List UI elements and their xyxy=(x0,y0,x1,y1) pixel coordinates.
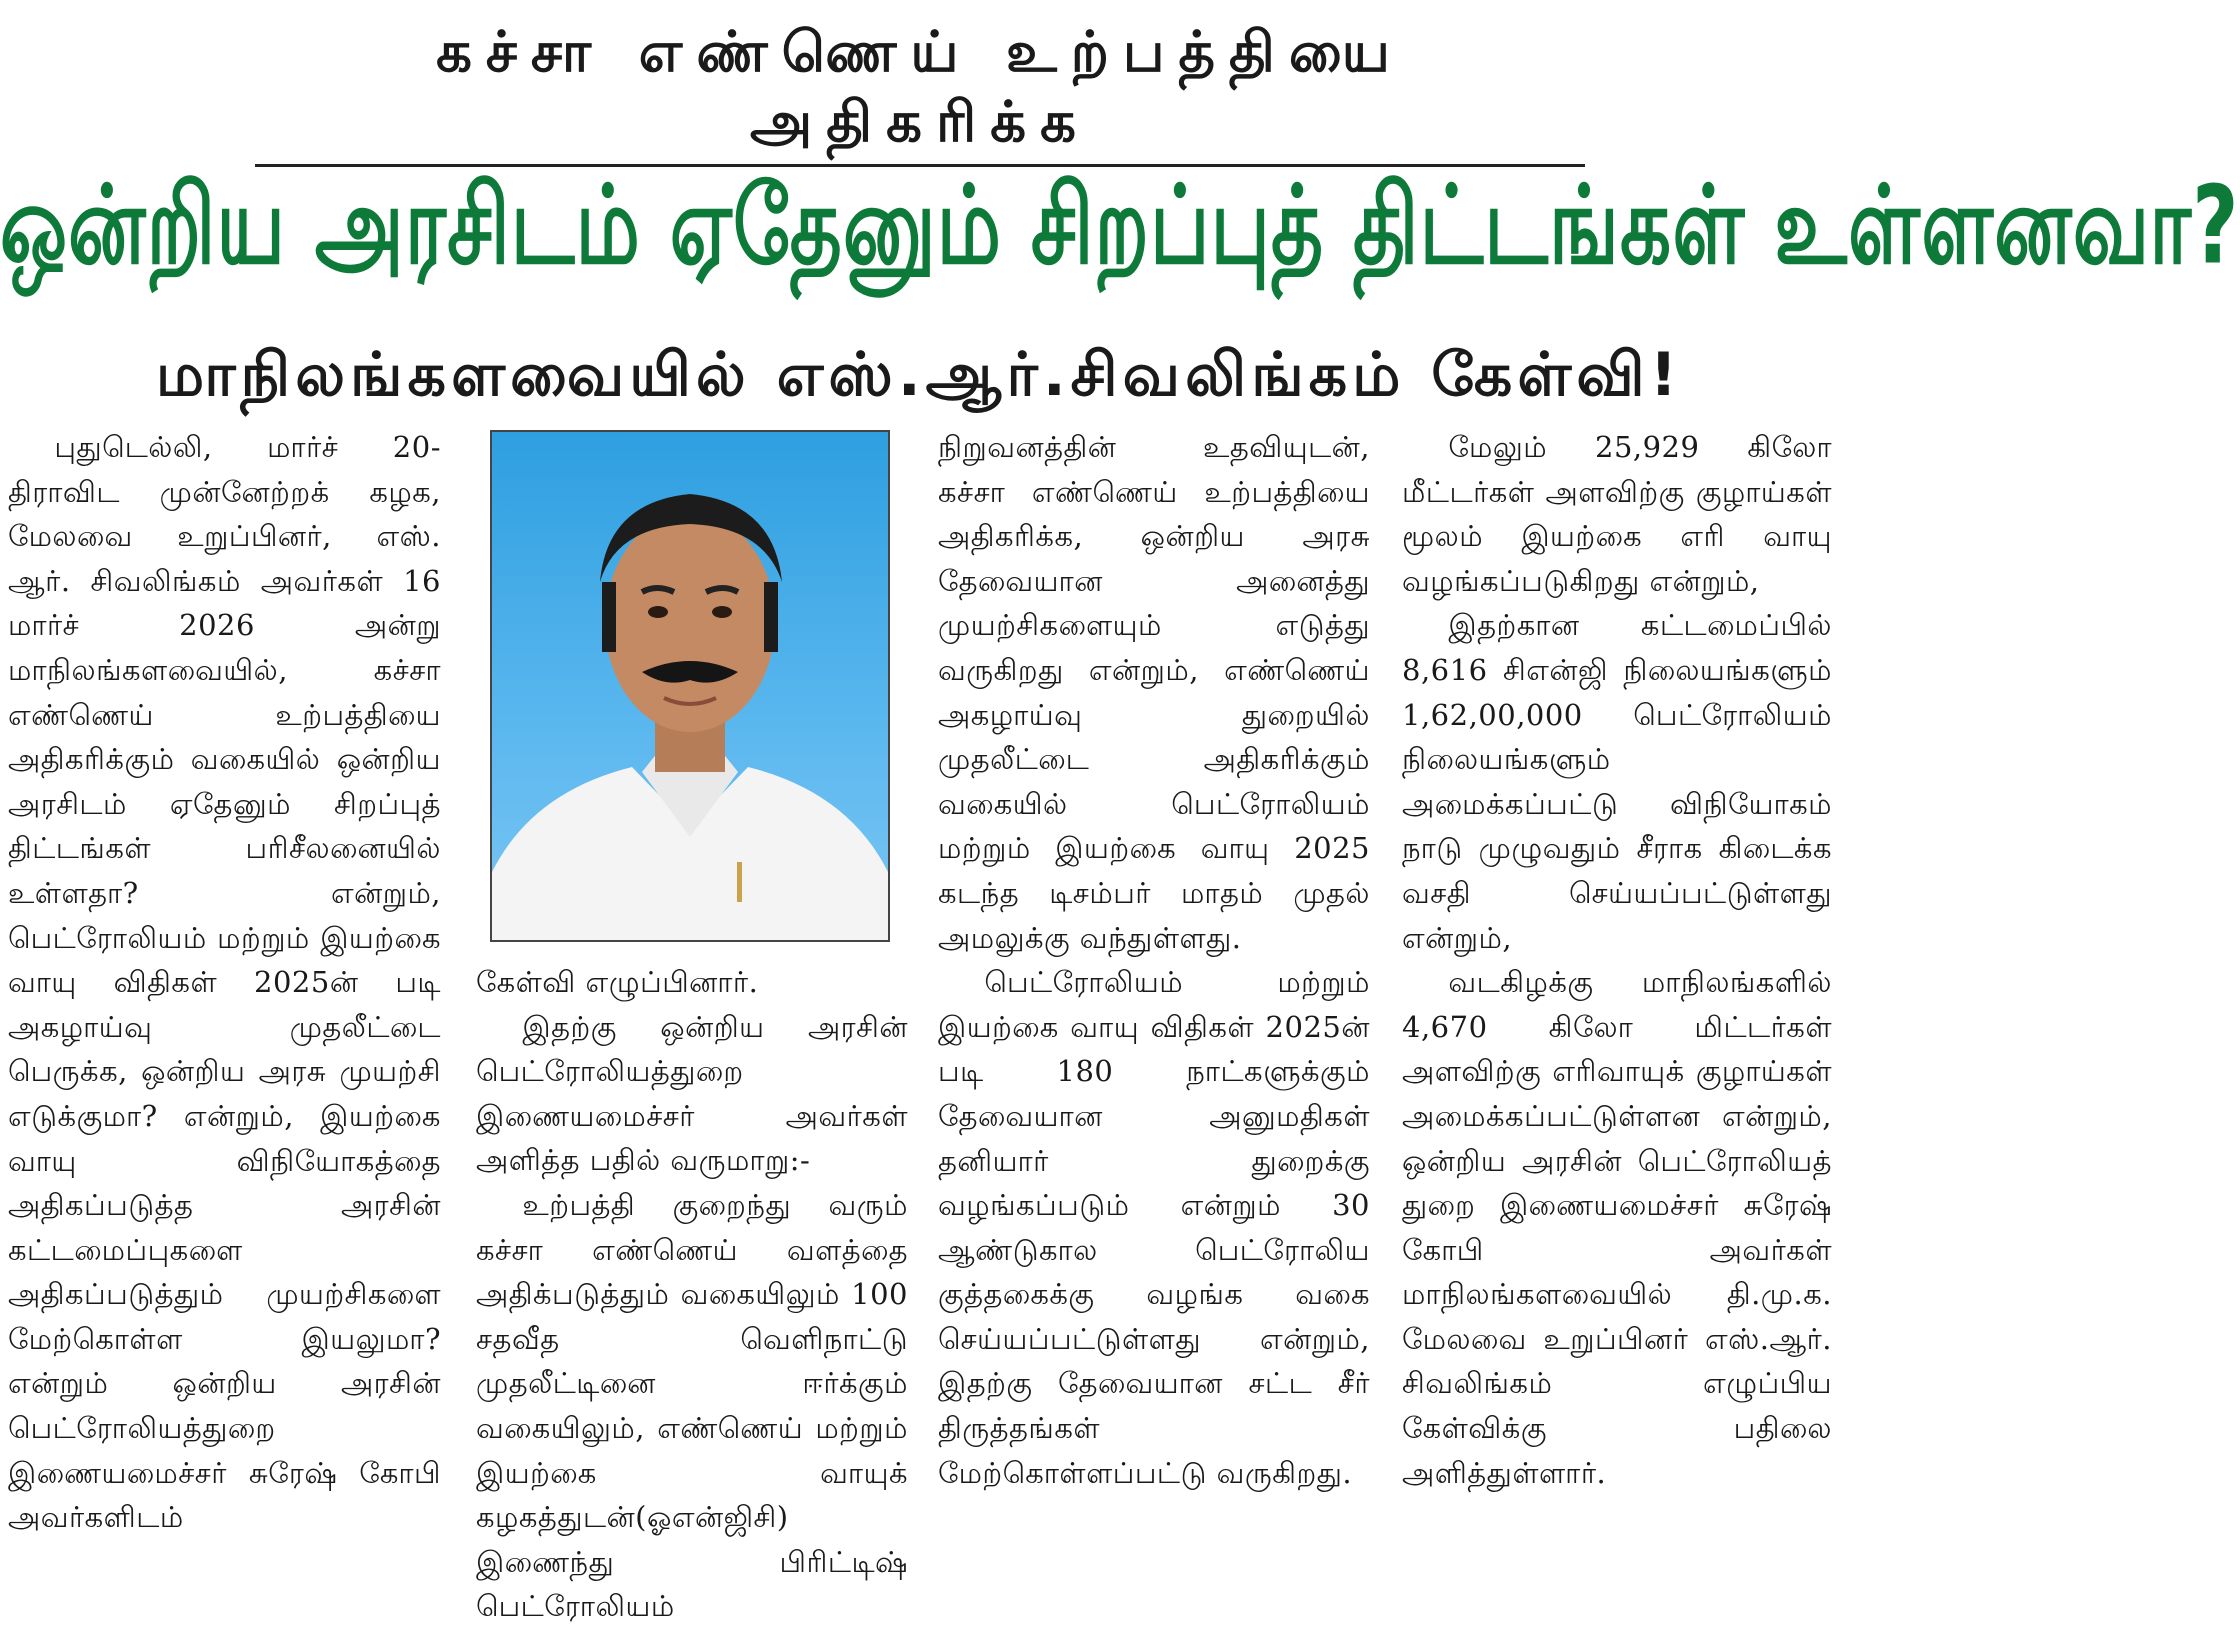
kicker-heading: கச்சா எண்ணெய் உற்பத்தியை அதிகரிக்க xyxy=(255,18,1585,167)
paragraph: நிறுவனத்தின் உதவியுடன், கச்சா எண்ணெய் உற்பத்தியை அதிகரிக்க, ஒன்றிய அரசு தேவையான அனைத்து முயற்சிகளையும் எடுத்து வருகிறது என்றும், எண்ணெய் அகழாய்வு துறையில் முதலீட்டை அதிகரிக்கும் வகையில் பெட்ரோலியம் மற்றும் இயற்கை வாயு 2025 கடந்த டிசம்பர் மாதம் முதல் அமலுக்கு வந்துள்ளது. xyxy=(938,430,1370,955)
article-column-3 xyxy=(938,425,1370,1495)
paragraph: புதுடெல்லி, மார்ச் 20- திராவிட முன்னேற்றக் கழக, மேலவை உறுப்பினர், எஸ். ஆர். சிவலிங்கம் அவர்கள் 16 மார்ச் 2026 அன்று மாநிலங்களவையில், கச்சா எண்ணெய் உற்பத்தியை அதிகரிக்கும் வகையில் ஒன்றிய அரசிடம் ஏதேனும் சிறப்புத் திட்டங்கள் பரிசீலனையில் உள்ளதா? என்றும், பெட்ரோலியம் மற்றும் இயற்கை வாயு விதிகள் 2025ன் படி அகழாய்வு முதலீட்டை பெருக்க, ஒன்றிய அரசு முயற்சி எடுக்குமா? என்றும், இயற்கை வாயு விநியோகத்தை அதிகப்படுத்த அரசின் கட்டமைப்புகளை அதிகப்படுத்தும் முயற்சிகளை மேற்கொள்ள இயலுமா? என்றும் ஒன்றிய அரசின் பெட்ரோலியத்துறை இணையமைச்சர் சுரேஷ் கோபி அவர்களிடம் xyxy=(8,430,441,1535)
paragraph: உற்பத்தி குறைந்து வரும் கச்சா எண்ணெய் வளத்தை அதிக்படுத்தும் வகையிலும் 100 சதவீத வெளிநாட்டு முதலீட்டினை ஈர்க்கும் வகையிலும், எண்ணெய் மற்றும் இயற்கை வாயுக் கழகத்துடன்(ஓஎன்ஜிசி) இணைந்து பிரிட்டிஷ் பெட்ரோலியம் xyxy=(476,1187,908,1624)
portrait-illustration xyxy=(492,432,888,940)
main-headline: ஒன்றிய அரசிடம் ஏதேனும் சிறப்புத் திட்டங்கள் உள்ளனவா? xyxy=(0,162,2240,289)
paragraph: பெட்ரோலியம் மற்றும் இயற்கை வாயு விதிகள் 2025ன் படி 180 நாட்களுக்கும் தேவையான அனுமதிகள் தனியார் துறைக்கு வழங்கப்படும் என்றும் 30 ஆண்டுகால பெட்ரோலிய குத்தகைக்கு வழங்க வகை செய்யப்பட்டுள்ளது என்றும், இதற்கு தேவையான சட்ட சீர் திருத்தங்கள் மேற்கொள்ளப்பட்டு வருகிறது. xyxy=(938,965,1370,1490)
paragraph: மேலும் 25,929 கிலோ மீட்டர்கள் அளவிற்கு குழாய்கள் மூலம் இயற்கை எரி வாயு வழங்கப்படுகிறது என்றும், xyxy=(1402,430,1832,598)
sub-headline: மாநிலங்களவையில் எஸ்.ஆர்.சிவலிங்கம் கேள்வி! xyxy=(155,340,1683,410)
article-column-2 xyxy=(476,960,908,1629)
article-column-1 xyxy=(8,425,441,1540)
paragraph: இதற்கான கட்டமைப்பில் 8,616 சிஎன்ஜி நிலையங்களும் 1,62,00,000 பெட்ரோலியம் நிலையங்களும் அமைக்கப்பட்டு விநியோகம் நாடு முழுவதும் சீராக கிடைக்க வசதி செய்யப்பட்டுள்ளது என்றும், xyxy=(1402,608,1832,955)
paragraph: வடகிழக்கு மாநிலங்களில் 4,670 கிலோ மிட்டர்கள் அளவிற்கு எரிவாயுக் குழாய்கள் அமைக்கப்பட்டுள்ளன என்றும், ஒன்றிய அரசின் பெட்ரோலியத் துறை இணையமைச்சர் சுரேஷ் கோபி அவர்கள் மாநிலங்களவையில் தி.மு.க. மேலவை உறுப்பினர் எஸ்.ஆர். சிவலிங்கம் எழுப்பிய கேள்விக்கு பதிலை அளித்துள்ளார். xyxy=(1402,965,1832,1490)
portrait-photo xyxy=(490,430,890,942)
article-column-4 xyxy=(1402,425,1832,1495)
paragraph: இதற்கு ஒன்றிய அரசின் பெட்ரோலியத்துறை இணையமைச்சர் அவர்கள் அளித்த பதில் வருமாறு:- xyxy=(476,1009,908,1178)
paragraph: கேள்வி எழுப்பினார். xyxy=(476,965,759,999)
